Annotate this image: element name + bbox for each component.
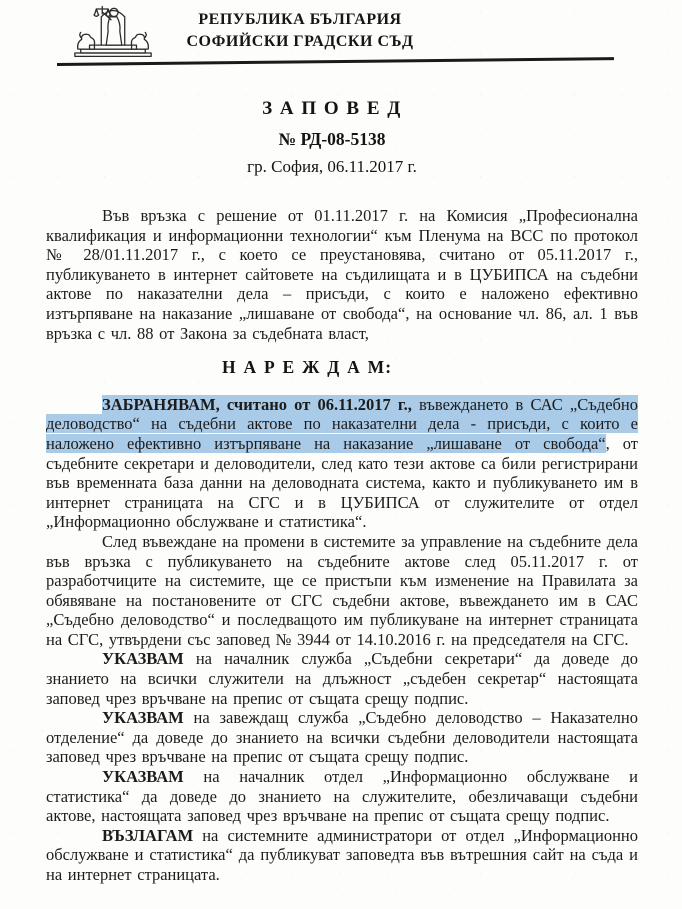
instruct-secretaries-keyword: УКАЗВАМ: [102, 649, 184, 669]
order-title: З А П О В Е Д: [262, 98, 402, 119]
forbid-rest-text: , от съдебните секретари и деловодители, след като тези актове са били регистрирани във временната база данни на деловодната система, както и публикуването им в интернет страницата на СГС и в ЦУБИПСА от служителите от отдел „Информационно обслужване и статистика“.: [46, 433, 638, 532]
instruct-secretaries-text: на началник служба „Съдебни секретари“ да доведе до знанието на всички служители на длъжност „съдебен секретар“ настоящата заповед чрез връчване на препис от същата срещу подпис.: [46, 649, 638, 708]
systems-change-text: След въвеждане на промени в системите за управление на съдебните дела във връзка с публикуването на съдебните актове след 05.11.2017 г. от разработчиците на системите, ще се пристъпи към изменение на Правилата за обявяване на постановените от СГС съдебни актове, въвеждането им в САС „Съдебно деловодство“ и последващото им публикуване на интернет страницата на СГС, утвърдени със заповед № 3944 от 14.10.2016 г. на председателя на СГС.: [46, 531, 638, 649]
assign-admins-text: на системните администратори от отдел „Информационно обслужване и статистика“ да публикуват заповедта във вътрешния сайт на съда и на интернет страницата.: [46, 825, 638, 884]
court-masthead: [0, 9, 600, 52]
masthead-court-line: СОФИЙСКИ ГРАДСКИ СЪД: [186, 32, 414, 50]
paragraph-instruct-secretaries: [46, 649, 638, 708]
order-body: [46, 206, 638, 885]
order-place-date: гр. София, 06.11.2017 г.: [247, 156, 417, 176]
paragraph-assign-admins: [46, 826, 638, 885]
paragraph-instruct-it: [46, 767, 638, 826]
instruct-registry-keyword: УКАЗВАМ: [102, 708, 184, 728]
masthead-republic-line: РЕПУБЛИКА БЪЛГАРИЯ: [198, 11, 402, 28]
paragraph-instruct-registry: [46, 708, 638, 767]
order-number: № РД-08-5138: [278, 128, 386, 149]
paragraph-forbid: [46, 395, 638, 532]
forbid-bold-highlighted-text: ЗАБРАНЯВАМ, считано от 06.11.2017 г.,: [102, 394, 419, 414]
assign-admins-keyword: ВЪЗЛАГАМ: [102, 825, 194, 845]
order-command-heading: Н А Р Е Ж Д А М:: [221, 357, 393, 378]
forbid-highlighted-text: въвеждането в САС „Съдебно деловодство“ на съдебни актове по наказателни дела - присъди, с които е наложено ефективно изтърпяване на наказание „лишаване от свобода“: [46, 394, 638, 453]
preamble-text: Във връзка с решение от 01.11.2017 г. на Комисия „Професионална квалификация и информационни технологии“ към Пленума на ВСС по протокол № 28/01.11.2017 г., с което се преустановява, считано от 05.11.2017 г., публикуването в интернет сайтовете на съдилищата и в ЦУБИПСА на съдебни актове по наказателни дела – присъди, с които е наложено ефективно изтърпяване на наказание „лишаване от свобода“, на основание чл. 86, ал. 1 във връзка с чл. 88 от Закона за съдебната власт,: [46, 206, 638, 343]
instruct-it-keyword: УКАЗВАМ: [102, 767, 184, 787]
paragraph-systems-change: [46, 532, 638, 650]
order-title-block: [0, 98, 673, 177]
instruct-registry-text: на завеждащ служба „Съдебно деловодство – Наказателно отделение“ да доведе до знанието на всички съдебни деловодители настоящата заповед чрез връчване на препис от същата срещу подпис.: [46, 708, 638, 767]
instruct-it-text: на началник отдел „Информационно обслужване и статистика“ да доведе до знанието на служителите, обезличаващи съдебни актове, настоящата заповед чрез връчване на препис от същата срещу подпис.: [46, 767, 638, 826]
paragraph-preamble: [46, 206, 638, 343]
